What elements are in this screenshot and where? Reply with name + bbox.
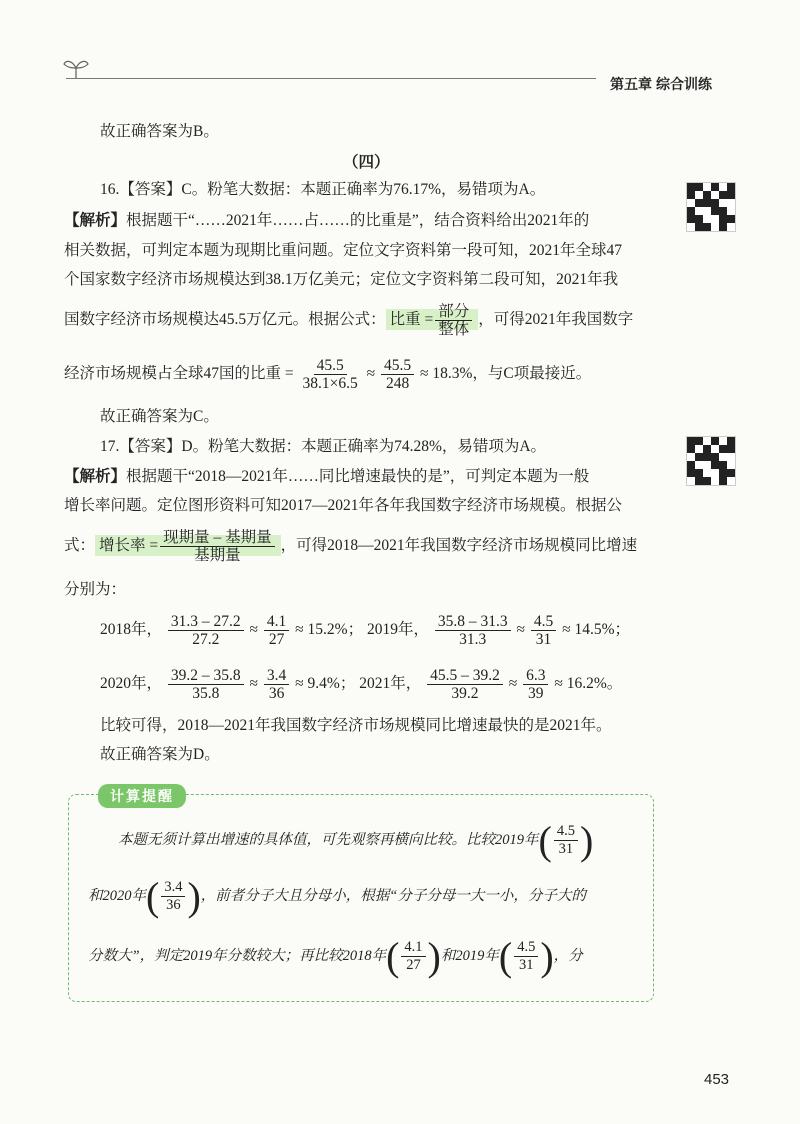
q17-final: 故正确答案为D。 [100, 746, 220, 763]
qr-code-icon[interactable] [686, 436, 736, 486]
tip-line2: 和2020年 ( $\frac{3.4}{36}$ ) ，前者分子大且分母小，根据“分子分母一大一小，分子大的 [88, 873, 586, 919]
q16-analysis-line4: 国数字经济市场规模达45.5万亿元。根据公式： 比重 = $\frac{\text{部分}}{\text{整体}}$ ，可得2021年我国数字 [64, 302, 634, 338]
q17-analysis-line4: 分别为： [64, 581, 127, 598]
calc-row-1: 2018年， $\frac{31.3 - 27.2}{27.2}$ ≈ $\frac{4.1}{27}$ ≈ 15.2%； 2019年， $\frac{35.8 - 31.3}{31.3}$ ≈ $\frac{4.5}{31}$ ≈ 14.5%； [100, 612, 631, 648]
tip-line1: 本题无须计算出增速的具体值，可先观察再横向比较。比较2019年 ( $\frac{4.5}{31}$ ) [118, 817, 594, 863]
analysis-label: 【解析】 [64, 468, 127, 485]
q17-comparison: 比较可得，2018—2021年我国数字经济市场规模同比增速最快的是2021年。 [100, 717, 612, 734]
q16-final: 故正确答案为C。 [100, 408, 219, 425]
q16-answer: 16.【答案】C。粉笔大数据：本题正确率为76.17%，易错项为A。 [100, 181, 546, 198]
section-title: 综合训练 [656, 76, 712, 92]
q17-answer: 17.【答案】D。粉笔大数据：本题正确率为74.28%，易错项为A。 [100, 438, 547, 455]
prev-answer: 故正确答案为B。 [100, 123, 219, 140]
q16-calculation: 经济市场规模占全球47国的比重 = $\frac{45.5}{38.1\times 6.5}$ ≈ $\frac{45.5}{248}$ ≈ 18.3%，与C项最接近。 [64, 356, 592, 392]
page-number: 453 [704, 1071, 730, 1088]
chapter-title: 第五章 [610, 76, 652, 92]
header-rule [66, 78, 596, 79]
q16-analysis-line2: 相关数据，可判定本题为现期比重问题。定位文字资料第一段可知，2021年全球47 [64, 242, 623, 259]
sprout-icon [62, 56, 90, 80]
q17-analysis-line2: 增长率问题。定位图形资料可知2017—2021年各年我国数字经济市场规模。根据公 [64, 497, 623, 514]
analysis-label: 【解析】 [64, 212, 127, 229]
q16-analysis-line1: 【解析】根据题干“……2021年……占……的比重是”，结合资料给出2021年的 [64, 212, 590, 229]
tip-line3: 分数大”，判定2019年分数较大；再比较2018年 ( $\frac{4.1}{27}$ ) 和2019年 ( $\frac{4.5}{31}$ ) ，分 [88, 933, 583, 979]
tip-label: 计算提醒 [98, 784, 186, 808]
q17-analysis-line3: 式： 增长率 = $\frac{\text{现期量 – 基期量}}{\text{基期量}}$ ，可得2018—2021年我国数字经济市场规模同比增速 [64, 528, 638, 564]
q17-analysis-line1: 【解析】根据题干“2018—2021年……同比增速最快的是”，可判定本题为一般 [64, 468, 590, 485]
part-title: （四） [343, 154, 390, 171]
calc-row-2: 2020年， $\frac{39.2 - 35.8}{35.8}$ ≈ $\frac{3.4}{36}$ ≈ 9.4%； 2021年， $\frac{45.5 - 39.2}{39.2}$ ≈ $\frac{6.3}{39}$ ≈ 16.2%。 [100, 666, 623, 702]
growth-rate-formula: 增长率 = $\frac{\text{现期量 – 基期量}}{\text{基期量}}$ [95, 535, 281, 556]
q16-analysis-line3: 个国家数字经济市场规模达到38.1万亿美元；定位文字资料第二段可知，2021年我 [64, 271, 619, 288]
proportion-formula: 比重 = $\frac{\text{部分}}{\text{整体}}$ [386, 309, 479, 330]
qr-code-icon[interactable] [686, 182, 736, 232]
